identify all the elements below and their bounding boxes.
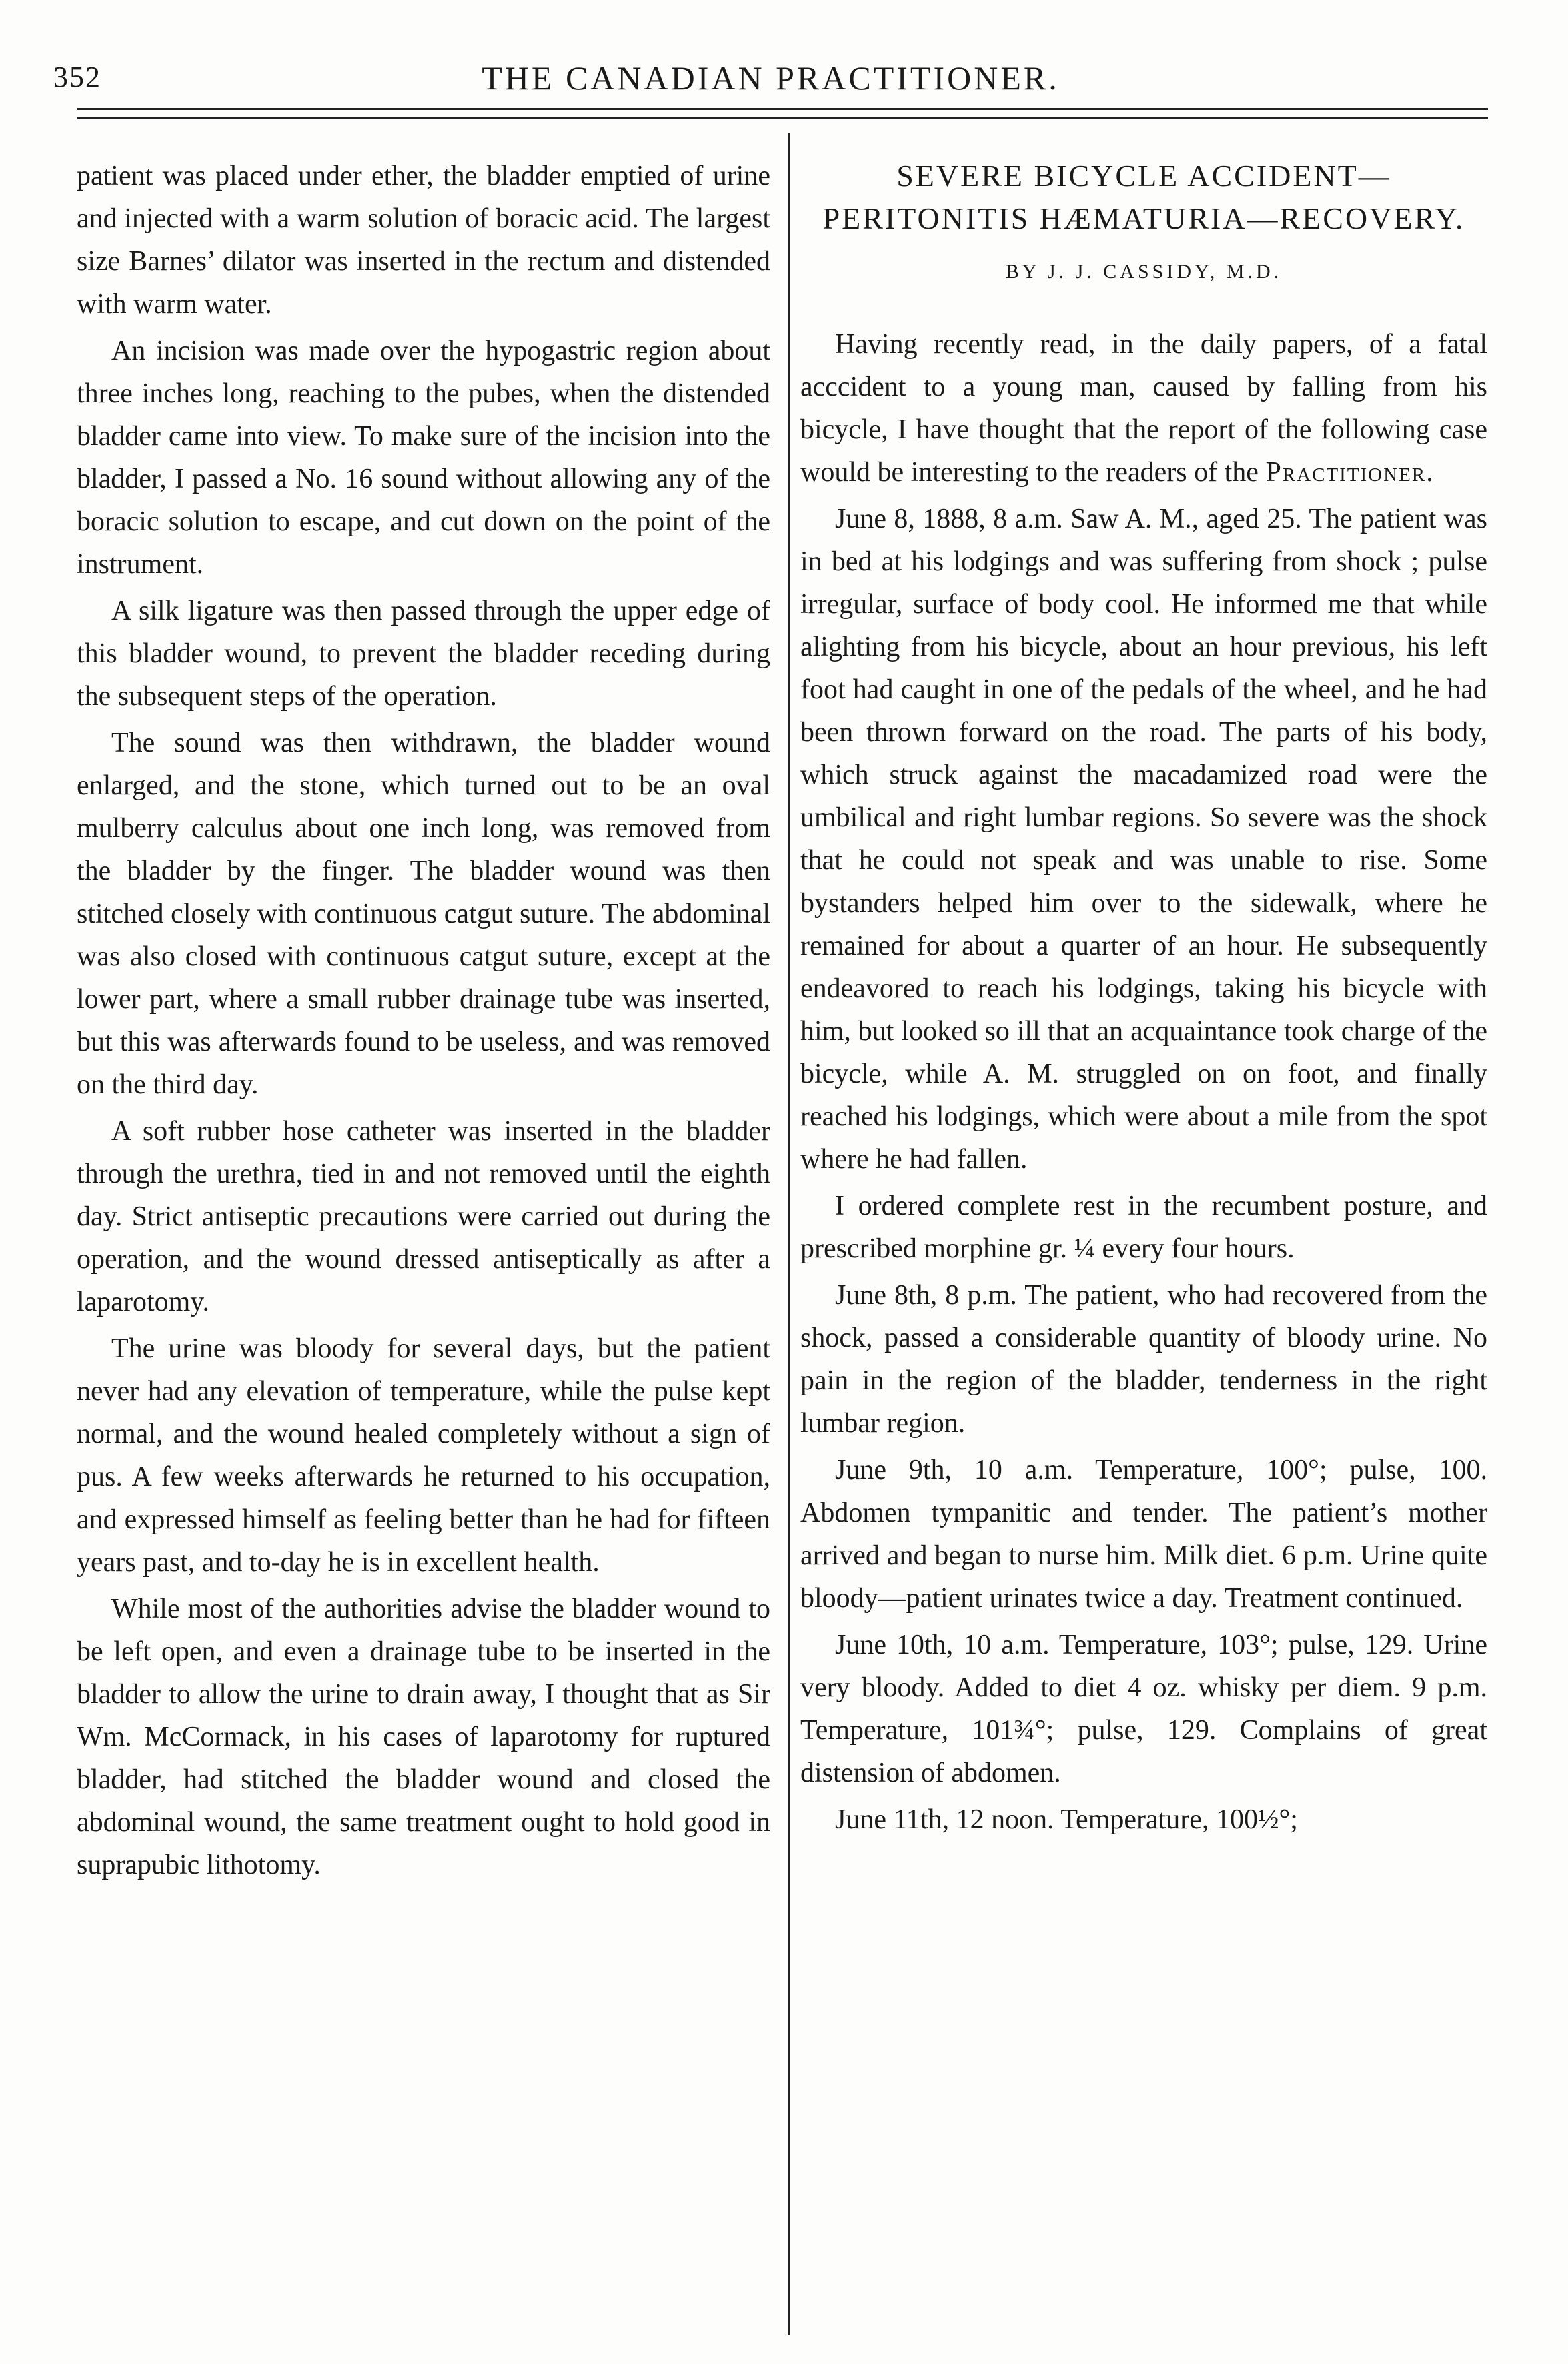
right-paragraph-6: June 11th, 12 noon. Temperature, 100½°; xyxy=(835,1804,1298,1835)
left-column xyxy=(77,155,770,1890)
right-paragraph-1: June 8, 1888, 8 a.m. Saw A. M., aged 25. The patient was in bed at his lodgings and was suffering from shock ; pulse irregular, surface of body cool. He informed me that while alighting from his bicycle, about an hour previous, his left foot had caught in one of the pedals of the wheel, and he had been thrown forward on the road. The parts of his body, which struck against the macadamized road were the umbilical and right lumbar regions. So severe was the shock that he could not speak and was unable to rise. Some bystanders helped him over to the sidewalk, where he remained for about a quarter of an hour. He subsequently endeavored to reach his lodgings, taking his bicycle with him, but looked so ill that an acquaintance took charge of the bicycle, while A. M. struggled on on foot, and finally reached his lodgings, which were about a mile from the spot where he had fallen. xyxy=(800,504,1487,1175)
left-paragraph-4: The sound was then withdrawn, the bladder wound enlarged, and the stone, which turned out to be an oval mulberry calculus about one inch long, was removed from the bladder by the finger. The bladder wound was then stitched closely with continuous catgut suture. The abdominal was also closed with continuous catgut suture, except at the lower part, where a small rubber drainage tube was inserted, but this was afterwards found to be useless, and was removed on the third day. xyxy=(77,728,770,1100)
left-paragraph-1: patient was placed under ether, the bladder emptied of urine and injected with a warm solution of boracic acid. The largest size Barnes’ dilator was inserted in the rectum and distended with warm water. xyxy=(77,161,770,320)
left-paragraph-5: A soft rubber hose catheter was inserted in the bladder through the urethra, tied in and not removed until the eighth day. Strict antiseptic precautions were carried out during the operation, and the wound dressed antiseptically as after a laparotomy. xyxy=(77,1116,770,1317)
right-paragraph-2: I ordered complete rest in the recumbent posture, and prescribed morphine gr. ¼ every four hours. xyxy=(800,1191,1487,1264)
journal-name: Practitioner. xyxy=(1265,457,1435,488)
right-paragraph-5: June 10th, 10 a.m. Temperature, 103°; pulse, 129. Urine very bloody. Added to diet 4 oz. whisky per diem. 9 p.m. Temperature, 101¾°; pulse, 129. Complains of great distension of abdomen. xyxy=(800,1630,1487,1788)
left-paragraph-6: The urine was bloody for several days, but the patient never had any elevation of temperature, while the pulse kept normal, and the wound healed completely without a sign of pus. A few weeks afterwards he returned to his occupation, and expressed himself as feeling better than he had for fifteen years past, and to-day he is in excellent health. xyxy=(77,1333,770,1578)
right-paragraph-4: June 9th, 10 a.m. Temperature, 100°; pulse, 100. Abdomen tympanitic and tender. The patient’s mother arrived and began to nurse him. Milk diet. 6 p.m. Urine quite bloody—patient urinates twice a day. Treatment continued. xyxy=(800,1455,1487,1614)
article-title: SEVERE BICYCLE ACCIDENT—PERITONITIS HÆMATURIA—RECOVERY. xyxy=(822,159,1465,235)
right-paragraph-3: June 8th, 8 p.m. The patient, who had recovered from the shock, passed a considerable quantity of bloody urine. No pain in the region of the bladder, tenderness in the right lumbar region. xyxy=(800,1280,1487,1439)
left-paragraph-7: While most of the authorities advise the bladder wound to be left open, and even a drainage tube to be inserted in the bladder to allow the urine to drain away, I thought that as Sir Wm. McCormack, in his cases of laparotomy for ruptured bladder, had stitched the bladder wound and closed the abdominal wound, the same treatment ought to hold good in suprapubic lithotomy. xyxy=(77,1594,770,1880)
column-divider xyxy=(788,133,790,2335)
right-column xyxy=(800,155,1487,1845)
right-intro-paragraph xyxy=(800,323,1487,494)
article-byline: BY J. J. CASSIDY, M.D. xyxy=(1005,261,1283,283)
header-rule-top xyxy=(77,108,1488,110)
page-header xyxy=(53,47,1488,107)
left-paragraph-2: An incision was made over the hypogastric region about three inches long, reaching to the pubes, when the distended bladder came into view. To make sure of the incision into the bladder, I passed a No. 16 sound without allowing any of the boracic solution to escape, and cut down on the point of the instrument. xyxy=(77,336,770,580)
page-number: 352 xyxy=(53,61,101,93)
left-paragraph-3: A silk ligature was then passed through the upper edge of this bladder wound, to prevent the bladder receding during the subsequent steps of the operation. xyxy=(77,596,770,712)
running-title: THE CANADIAN PRACTITIONER. xyxy=(482,59,1060,97)
header-rule-bottom xyxy=(77,117,1488,119)
intro-text: Having recently read, in the daily papers, of a fatal acccident to a young man, caused by falling from his bicycle, I have thought that the report of the following case would be interesting to the readers of the xyxy=(800,329,1487,488)
